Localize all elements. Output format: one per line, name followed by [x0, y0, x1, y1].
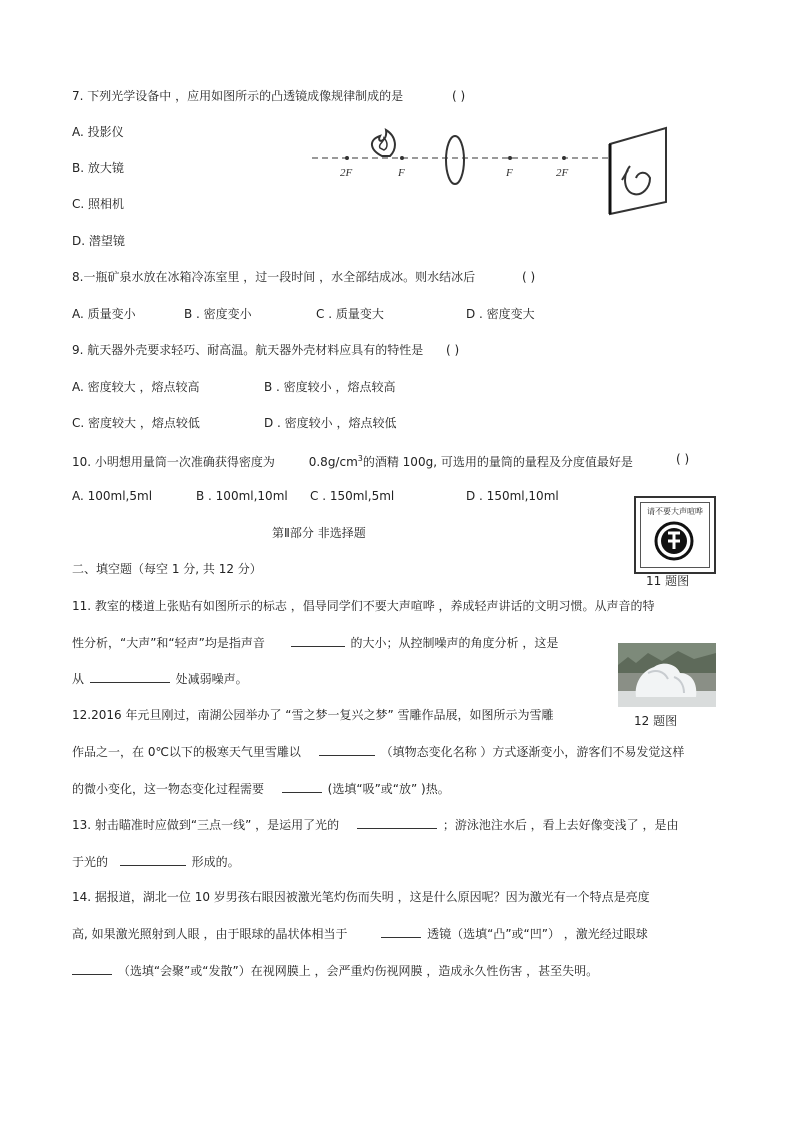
q13-blank-2 [120, 853, 186, 866]
q12-line2 [72, 743, 684, 760]
q11-line1: 11. 教室的楼道上张贴有如图所示的标志 ，倡导同学们不要大声喧哗 ，养成轻声讲话的文明习惯。从声音的特 [72, 599, 655, 613]
q9-option-a: A. 密度较大 ，熔点较高 [72, 380, 200, 394]
q12-line2-a: 作品之一，在 0℃以下的极寒天气里雪雕以 [72, 745, 301, 759]
q13-line1 [72, 816, 678, 833]
convex-lens-icon [446, 136, 464, 184]
part2-heading: 第Ⅱ部分 非选择题 [272, 526, 366, 540]
q11-line2-b: 的大小；从控制噪声的角度分析 ，这是 [350, 636, 559, 650]
q9-answer-paren: ( ) [446, 343, 460, 357]
q8-answer-paren: ( ) [522, 270, 536, 284]
no-talking-icon [654, 521, 694, 561]
q8-option-c: C . 质量变大 [316, 307, 384, 321]
quiet-sign-figure [634, 496, 716, 574]
q11-line3-a: 从 [72, 672, 85, 686]
q10-stem [72, 451, 633, 470]
q13-line2-b: 形成的。 [191, 855, 240, 869]
q13-line1-b: ；游泳池注水后 ，看上去好像变浅了 ，是由 [442, 818, 679, 832]
label-2f-left: 2F [340, 167, 353, 179]
q10-stem-a: 10. 小明想用量筒一次准确获得密度为 [72, 455, 275, 469]
q7-option-b: B. 放大镜 [72, 161, 124, 175]
focal-point-f-right [508, 156, 512, 160]
snow-sculpture-photo [618, 643, 716, 707]
q10-stem-b: 0.8g/cm [308, 455, 358, 469]
q14-line3 [72, 962, 598, 979]
q12-blank-2 [282, 780, 322, 793]
q8-stem: 8.一瓶矿泉水放在冰箱冷冻室里 ，过一段时间 ，水全部结成冰。则水结冰后 [72, 270, 476, 284]
label-f-left: F [398, 167, 405, 179]
q7-option-a: A. 投影仪 [72, 125, 124, 139]
label-f-right: F [506, 167, 513, 179]
q10-option-d: D . 150ml,10ml [466, 489, 559, 503]
q14-line3-b: （选填“会聚”或“发散”）在视网膜上 ，会严重灼伤视网膜 ，造成永久性伤害 ，甚至失明。 [117, 964, 599, 978]
q9-stem: 9. 航天器外壳要求轻巧、耐高温。航天器外壳材料应具有的特性是 [72, 343, 424, 357]
q14-line2 [72, 925, 648, 942]
q8-option-d: D . 密度变大 [466, 307, 535, 321]
q7-answer-paren: ( ) [452, 89, 466, 103]
q11-blank-1 [291, 634, 345, 647]
fig12-caption: 12 题图 [634, 714, 678, 728]
q9-option-d: D . 密度较小 ，熔点较低 [264, 416, 397, 430]
q12-line3-a: 的微小变化，这一物态变化过程需要 [72, 782, 265, 796]
q14-line1: 14. 据报道，湖北一位 10 岁男孩右眼因被激光笔灼伤而失明 ，这是什么原因呢？因为激光有一个特点是亮度 [72, 890, 650, 904]
focal-point-f-left [400, 156, 404, 160]
q12-line1: 12.2016 年元旦刚过，南湖公园举办了 “雪之梦一复兴之梦” 雪雕作品展，如图所示为雪雕 [72, 708, 554, 722]
q9-option-c: C. 密度较大 ，熔点较低 [72, 416, 200, 430]
q11-line2-a: 性分析，“大声”和“轻声”均是指声音 [72, 636, 265, 650]
q13-line2 [72, 853, 240, 870]
q10-option-c: C . 150ml,5ml [310, 489, 395, 503]
object-flame-icon [372, 130, 395, 156]
q11-line2 [72, 634, 558, 651]
q14-line2-a: 高, 如果激光照射到人眼 ，由于眼球的晶状体相当于 [72, 927, 348, 941]
q14-blank-1 [381, 925, 421, 938]
q13-line2-a: 于光的 [72, 855, 109, 869]
q12-blank-1 [319, 743, 375, 756]
q8-option-a: A. 质量变小 [72, 307, 136, 321]
q10-stem-sup: 3 [357, 454, 363, 463]
q8-option-b: B . 密度变小 [184, 307, 252, 321]
convex-lens-diagram [310, 122, 670, 218]
snow-sculpture-image [618, 643, 716, 707]
label-2f-right: 2F [556, 167, 569, 179]
focal-point-2f-right [562, 156, 566, 160]
q11-line3-b: 处减弱噪声。 [175, 672, 248, 686]
q13-line1-a: 13. 射击瞄准时应做到“三点一线” ，是运用了光的 [72, 818, 340, 832]
q14-blank-2 [72, 962, 112, 975]
q11-line3 [72, 670, 248, 687]
screen-icon [610, 128, 666, 214]
q13-blank-1 [357, 816, 437, 829]
q9-option-b: B . 密度较小 ，熔点较高 [264, 380, 396, 394]
fig11-caption: 11 题图 [646, 574, 690, 588]
q10-option-b: B . 100ml,10ml [196, 489, 288, 503]
q10-option-a: A. 100ml,5ml [72, 489, 153, 503]
q12-line3-b: (选填“吸”或“放” )热。 [327, 782, 450, 796]
q11-blank-2 [90, 670, 170, 683]
section2-heading: 二、填空题（每空 1 分, 共 12 分） [72, 562, 262, 576]
q10-answer-paren: ( ) [676, 452, 690, 466]
q10-stem-c: 的酒精 100g, 可选用的量筒的量程及分度值最好是 [362, 455, 633, 469]
q14-line2-b: 透镜（选填“凸”或“凹”） ，激光经过眼球 [427, 927, 648, 941]
focal-point-2f-left [345, 156, 349, 160]
q12-line2-b: （填物态变化名称 ）方式逐渐变小，游客们不易发觉这样 [380, 745, 685, 759]
q12-line3 [72, 780, 450, 797]
q7-option-c: C. 照相机 [72, 197, 125, 211]
q7-stem: 7. 下列光学设备中 ，应用如图所示的凸透镜成像规律制成的是 [72, 89, 404, 103]
q7-option-d: D. 潜望镜 [72, 234, 125, 248]
sign-text: 请不要大声喧哗 [647, 507, 703, 516]
